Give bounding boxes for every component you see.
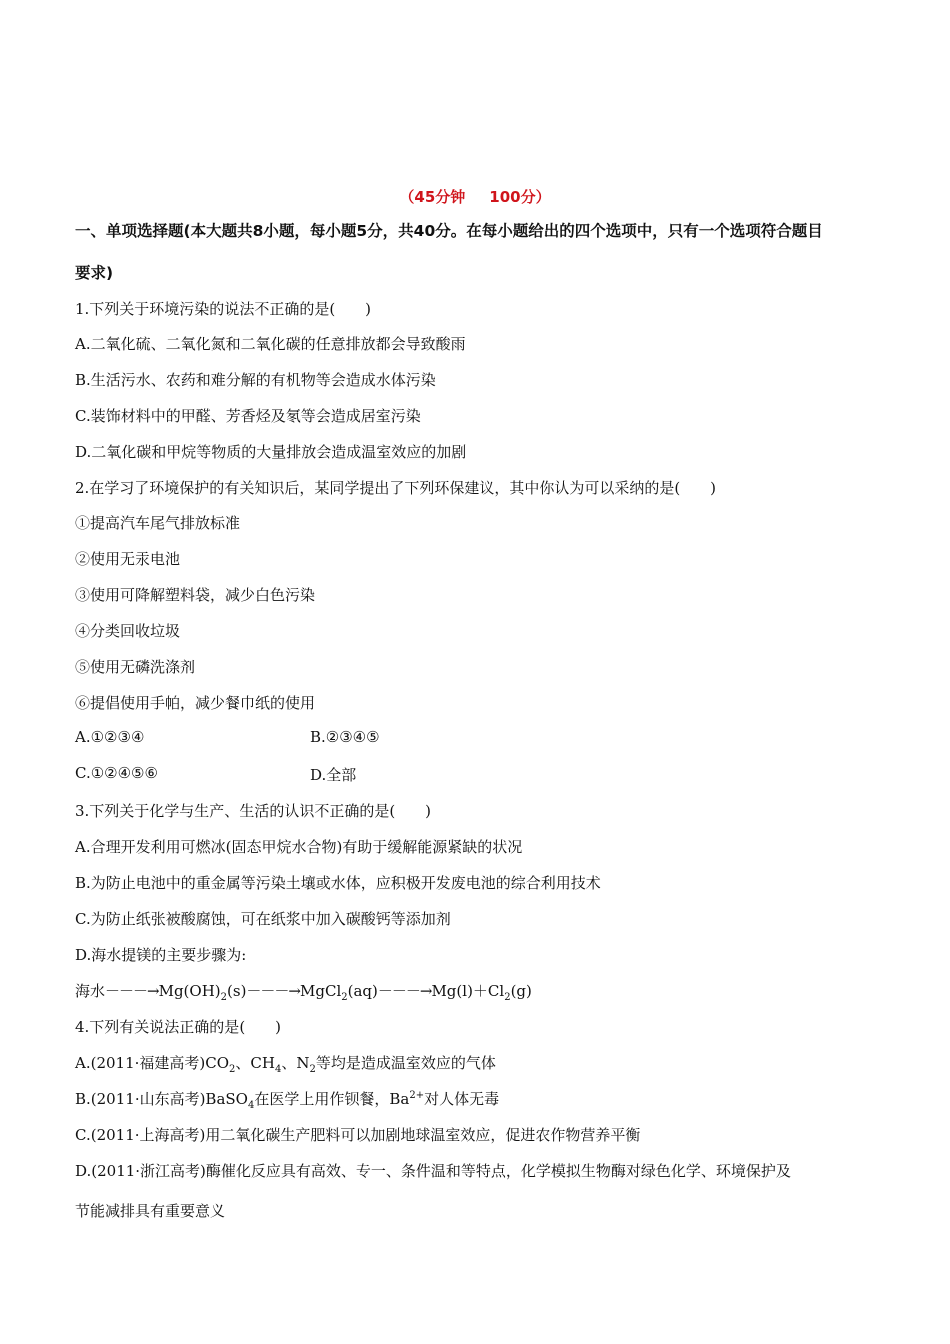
q3-stem: 3.下列关于化学与生产、生活的认识不正确的是( ) — [75, 802, 432, 820]
q1-option-d: D.二氧化碳和甲烷等物质的大量排放会造成温室效应的加剧 — [75, 443, 467, 461]
q2-item-5: ⑤使用无磷洗涤剂 — [75, 658, 196, 676]
q1-stem: 1.下列关于环境污染的说法不正确的是( ) — [75, 300, 372, 318]
reaction-arrow-icon: －－－→ — [377, 982, 432, 1000]
q2-item-2: ②使用无汞电池 — [75, 550, 181, 568]
reaction-arrow-icon: －－－→ — [246, 982, 300, 1000]
reaction-arrow-icon: －－－→ — [105, 982, 159, 1000]
q4-option-d-line1: D.(2011·浙江高考)酶催化反应具有高效、专一、条件温和等特点，化学模拟生物酶对绿色化学、环境保护及 — [75, 1162, 791, 1180]
q2-item-4: ④分类回收垃圾 — [75, 622, 181, 640]
q4-option-c: C.(2011·上海高考)用二氧化碳生产肥料可以加剧地球温室效应，促进农作物营养平衡 — [75, 1126, 641, 1144]
q3-option-a: A.合理开发利用可燃冰(固态甲烷水合物)有助于缓解能源紧缺的状况 — [75, 838, 523, 856]
exam-time: （45分钟 — [399, 188, 466, 206]
q2-option-c: C.①②④⑤⑥ — [75, 764, 158, 782]
q3-option-c: C.为防止纸张被酸腐蚀，可在纸浆中加入碳酸钙等添加剂 — [75, 910, 451, 928]
section-title-line1: 一、单项选择题(本大题共8小题，每小题5分，共40分。在每小题给出的四个选项中，只有一个选项符合题目 — [75, 222, 823, 240]
q2-item-6: ⑥提倡使用手帕，减少餐巾纸的使用 — [75, 694, 316, 712]
exam-score: 100分） — [489, 188, 551, 206]
q2-item-3: ③使用可降解塑料袋，减少白色污染 — [75, 586, 316, 604]
exam-time-score — [0, 186, 950, 207]
section-title-line2: 要求) — [75, 264, 114, 282]
q2-option-d: D.全部 — [310, 766, 357, 784]
q4-option-d-line2: 节能减排具有重要意义 — [75, 1202, 226, 1220]
q3-option-b: B.为防止电池中的重金属等污染土壤或水体，应积极开发废电池的综合利用技术 — [75, 874, 601, 892]
q1-option-b: B.生活污水、农药和难分解的有机物等会造成水体污染 — [75, 371, 436, 389]
q1-option-a: A.二氧化硫、二氧化氮和二氧化碳的任意排放都会导致酸雨 — [75, 335, 466, 353]
q2-option-a: A.①②③④ — [75, 728, 145, 746]
q4-stem: 4.下列有关说法正确的是( ) — [75, 1018, 282, 1036]
q4-option-a: A.(2011·福建高考)$CO_2$、$CH_4$、$N_2$等均是造成温室效应的气体 — [75, 1054, 496, 1075]
q4-option-b: B.(2011·山东高考)BaSO$_4$在医学上用作钡餐，$Ba^{2+}$对人体无毒 — [75, 1090, 500, 1111]
q3-reaction-equation: 海水$---\to Mg(OH)_2(s)---\to MgCl_2(aq)---\to Mg(l)+Cl_2(g)$ — [75, 982, 532, 1003]
q2-item-1: ①提高汽车尾气排放标准 — [75, 514, 241, 532]
q3-option-d: D.海水提镁的主要步骤为: — [75, 946, 247, 964]
q1-option-c: C.装饰材料中的甲醛、芳香烃及氡等会造成居室污染 — [75, 407, 421, 425]
q2-option-b: B.②③④⑤ — [310, 728, 380, 746]
q2-stem: 2.在学习了环境保护的有关知识后，某同学提出了下列环保建议，其中你认为可以采纳的是( ) — [75, 479, 717, 497]
